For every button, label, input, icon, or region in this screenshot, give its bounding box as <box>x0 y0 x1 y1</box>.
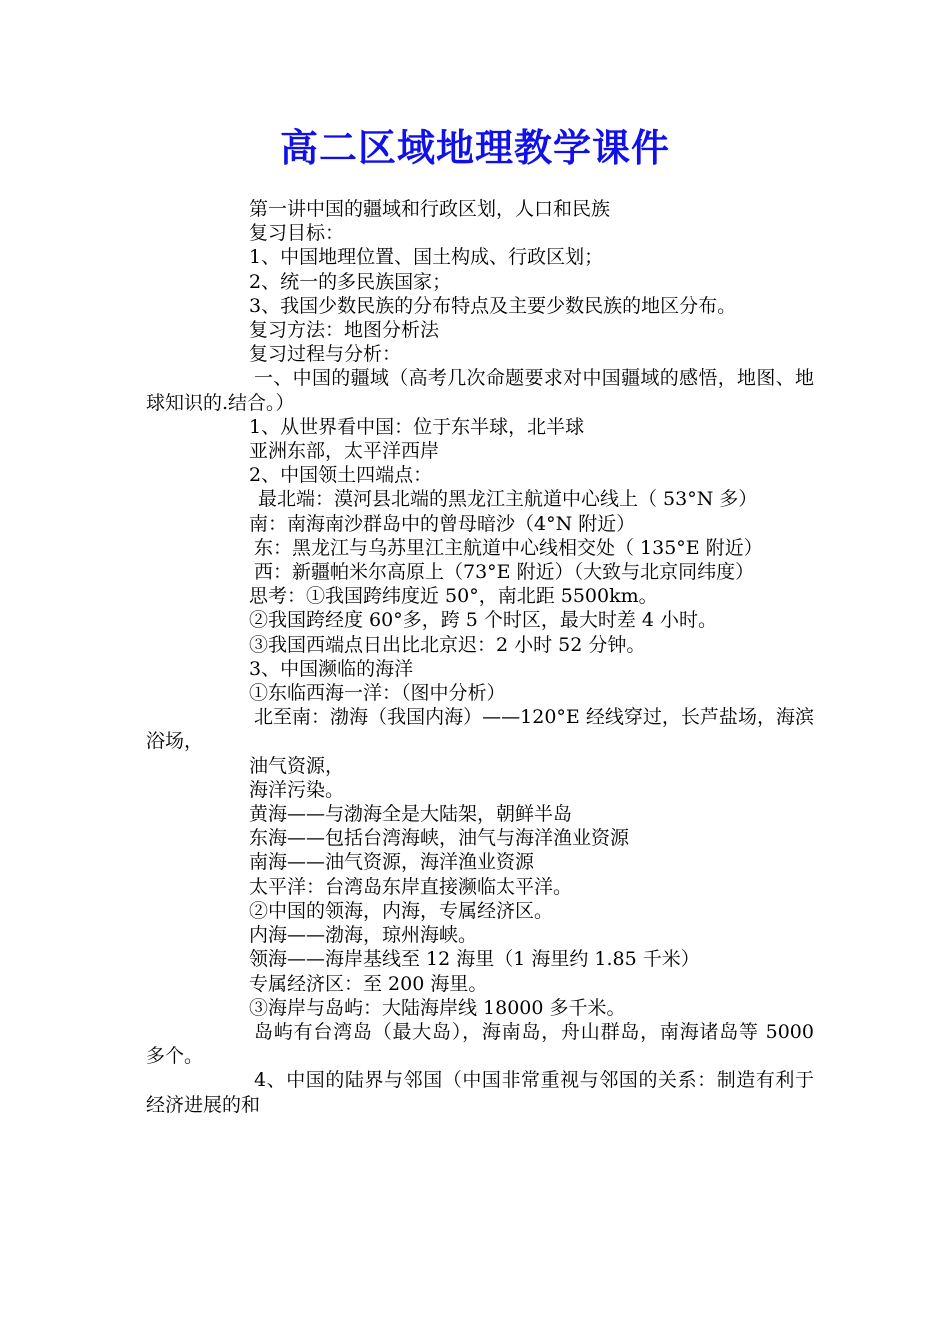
paragraph: 海洋污染。 <box>249 778 345 801</box>
paragraph: 复习方法：地图分析法 <box>249 319 440 342</box>
paragraph: 西：新疆帕米尔高原上（73°E 附近）（大致与北京同纬度） <box>254 561 755 584</box>
paragraph: 黄海——与渤海全是大陆架，朝鲜半岛 <box>249 803 573 826</box>
paragraph: 1、中国地理位置、国土构成、行政区划； <box>249 246 604 269</box>
paragraph: 内海——渤海，琼州海峡。 <box>249 924 478 947</box>
paragraph: 1、从世界看中国：位于东半球，北半球 <box>249 415 585 438</box>
document-title: 高二区域地理教学课件 <box>279 125 670 170</box>
paragraph: ③海岸与岛屿：大陆海岸线 18000 多千米。 <box>249 996 626 1019</box>
paragraph: 3、中国濒临的海洋 <box>249 657 414 680</box>
paragraph: 复习目标： <box>249 222 345 245</box>
paragraph: 南：南海南沙群岛中的曾母暗沙（4°N 附近） <box>249 512 636 535</box>
paragraph: ③我国西端点日出比北京迟：2 小时 52 分钟。 <box>249 633 646 656</box>
paragraph: 4、中国的陆界与邻国（中国非常重视与邻国的关系：制造有利于经济进展的和 <box>146 1069 814 1116</box>
paragraph: 亚洲东部，太平洋西岸 <box>249 440 440 463</box>
paragraph: 最北端：漠河县北端的黑龙江主航道中心线上（ 53°N 多） <box>258 488 758 511</box>
paragraph: 第一讲中国的疆域和行政区划，人口和民族 <box>249 198 611 220</box>
paragraph: 3、我国少数民族的分布特点及主要少数民族的地区分布。 <box>249 294 737 317</box>
paragraph: ①东临西海一洋：（图中分析） <box>249 682 506 705</box>
paragraph: 2、统一的多民族国家； <box>249 270 452 293</box>
paragraph: 领海——海岸基线至 12 海里（1 海里约 1.85 千米） <box>249 948 700 971</box>
paragraph: 思考：①我国跨纬度近 50°，南北距 5500km。 <box>249 585 658 608</box>
paragraph: 2、中国领土四端点： <box>249 464 433 487</box>
paragraph: 复习过程与分析： <box>249 343 402 366</box>
paragraph: ②我国跨经度 60°多，跨 5 个时区，最大时差 4 小时。 <box>249 609 718 632</box>
paragraph: ②中国的领海，内海，专属经济区。 <box>249 899 554 922</box>
paragraph: 北至南：渤海（我国内海）——120°E 经线穿过，长芦盐场，海滨浴场， <box>146 706 814 753</box>
paragraph: 南海——油气资源，海洋渔业资源 <box>249 851 535 874</box>
paragraph: 油气资源， <box>249 754 345 777</box>
document-body <box>146 197 814 1117</box>
paragraph: 东：黑龙江与乌苏里江主航道中心线相交处（ 135°E 附近） <box>254 536 763 559</box>
paragraph: 专属经济区：至 200 海里。 <box>249 972 488 995</box>
paragraph: 一、中国的疆域（高考几次命题要求对中国疆域的感悟，地图、地球知识的.结合。） <box>146 367 814 414</box>
paragraph: 太平洋：台湾岛东岸直接濒临太平洋。 <box>249 875 573 898</box>
paragraph: 岛屿有台湾岛（最大岛），海南岛，舟山群岛，南海诸岛等 5000 多个。 <box>146 1020 814 1068</box>
paragraph: 东海——包括台湾海峡，油气与海洋渔业资源 <box>249 827 630 850</box>
